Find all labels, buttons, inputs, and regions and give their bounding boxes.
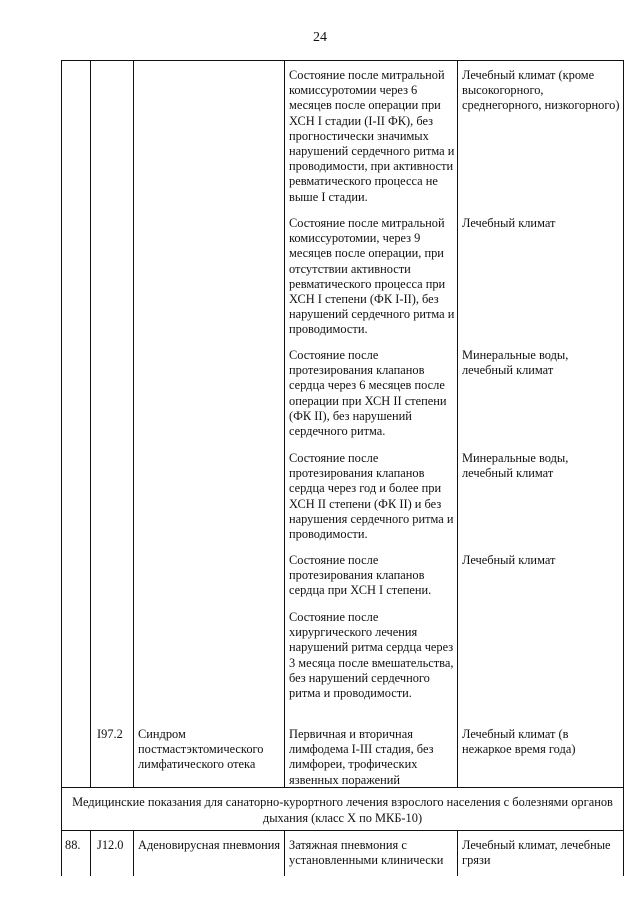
column-divider [284,60,285,787]
treatment-cell: Лечебный климат (в нежаркое время года) [462,727,576,757]
document-table [61,60,624,876]
column-divider [133,830,134,876]
column-divider [457,60,458,787]
column-divider [133,60,134,787]
column-divider [90,60,91,787]
column-divider [90,830,91,876]
section-header: Медицинские показания для санаторно-курортного лечения взрослого населения с болезнями органов дыхания (класс X по МКБ-10) [72,795,613,825]
column-divider [284,830,285,876]
indication-cell: Состояние после хирургического лечения нарушений ритма сердца через 3 месяца после вмешательства, без нарушений сердечного ритма и проводимости. [289,610,454,701]
page-number: 24 [313,30,327,45]
table-border-left [61,60,62,876]
indication-cell: Состояние после митральной комиссуротомии через 6 месяцев после операции при ХСН I стадии (I-II ФК), без прогностически значимых нарушений сердечного ритма и проводимости, при активности ревматического процесса не выше I стадии. [289,68,455,204]
indication-cell: Состояние после протезирования клапанов сердца через 6 месяцев после операции при ХСН II степени (ФК II), без нарушений сердечного ритма. [289,348,447,439]
indication-cell: Первичная и вторичная лимфодема I-III стадия, без лимфореи, трофических язвенных поражений [289,727,434,787]
row-divider [61,830,624,831]
treatment-cell: Минеральные воды, лечебный климат [462,348,569,378]
treatment-cell: Лечебный климат [462,216,556,230]
icd-code-cell: J12.0 [97,838,124,852]
indication-cell: Состояние после протезирования клапанов сердца через год и более при ХСН II степени (ФК II) и без нарушения сердечного ритма и проводимости. [289,451,454,542]
icd-code-cell: I97.2 [97,727,123,741]
treatment-cell: Лечебный климат, лечебные грязи [462,838,611,868]
row-number-cell: 88. [65,838,81,852]
table-border-right [623,60,624,876]
indication-cell: Состояние после митральной комиссуротомии, через 9 месяцев после операции, при отсутствии активности ревматического процесса при ХСН I степени (ФК I-II), без нарушений сердечного ритма и проводимости. [289,216,455,337]
indication-cell: Затяжная пневмония с установленными клинически [289,838,444,868]
table-border-top [61,60,624,61]
indication-cell: Состояние после протезирования клапанов сердца при ХСН I степени. [289,553,432,598]
treatment-cell: Минеральные воды, лечебный климат [462,451,569,481]
column-divider [457,830,458,876]
disease-cell: Аденовирусная пневмония [138,838,281,852]
treatment-cell: Лечебный климат (кроме высокогорного, среднегорного, низкогорного) [462,68,620,113]
disease-cell: Синдром постмастэктомического лимфатического отека [138,727,264,772]
treatment-cell: Лечебный климат [462,553,556,567]
